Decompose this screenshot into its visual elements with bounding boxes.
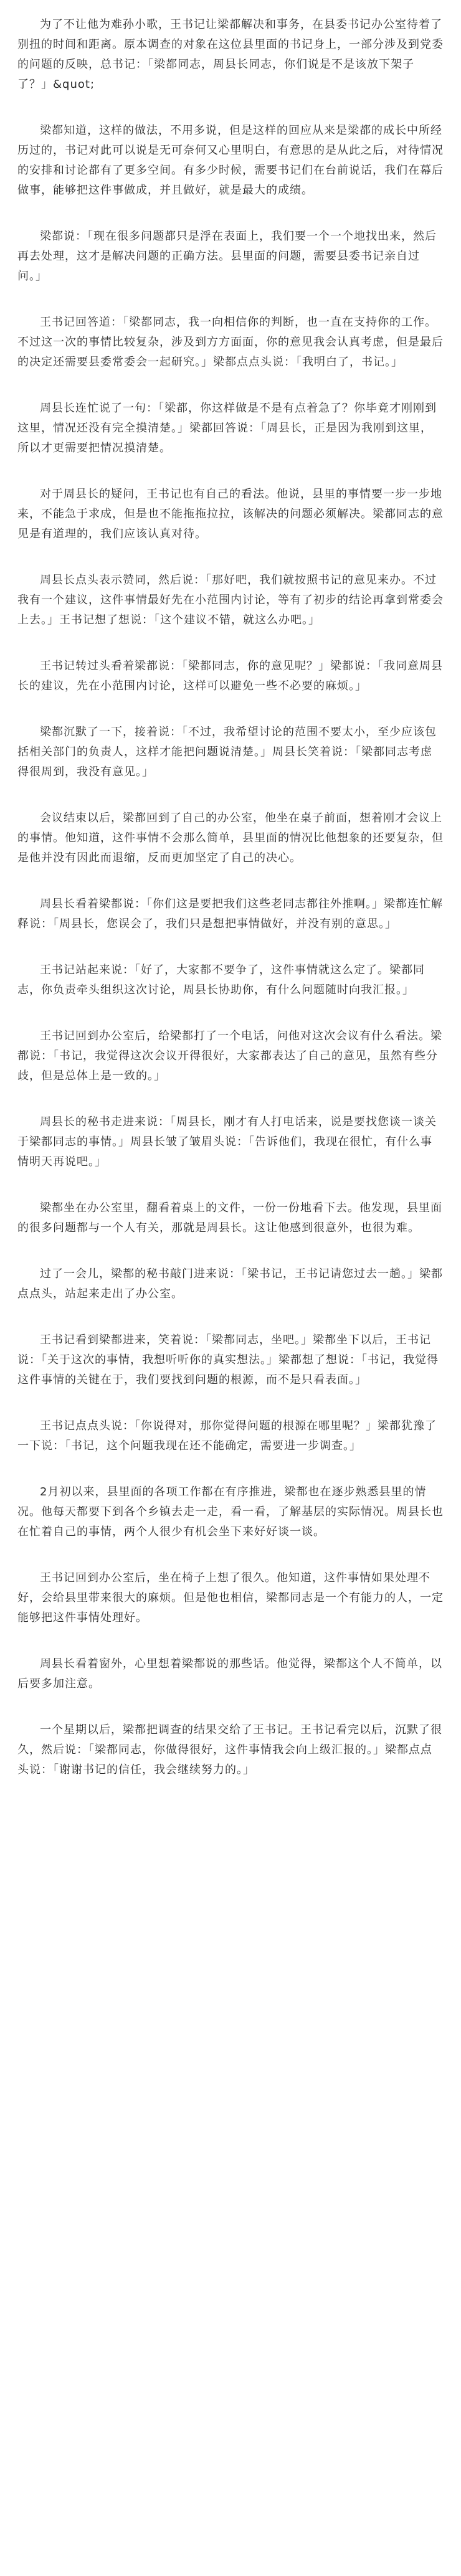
- paragraph: 梁都知道，这样的做法，不用多说，但是这样的回应从来是梁都的成长中所经历过的，书记对此可以说是无可奈何又心里明白，有意思的是从此之后，对待情况的安排和讨论都有了更多空间。有多少时候，需要书记们在台前说话，我们在幕后做事，能够把这件事做成，并且做好，就是最大的成绩。: [17, 124, 444, 197]
- paragraph: 王书记点点头说：「你说得对，那你觉得问题的根源在哪里呢？」梁都犹豫了一下说：「书记，这个问题我现在还不能确定，需要进一步调查。」: [17, 1419, 437, 1452]
- paragraph: 一个星期以后，梁都把调查的结果交给了王书记。王书记看完以后，沉默了很久，然后说：「梁都同志，你做得很好，这件事情我会向上级汇报的。」梁都点点头说：「谢谢书记的信任，我会继续努力的。」: [17, 1723, 442, 1776]
- paragraph: 王书记看到梁都进来，笑着说：「梁都同志，坐吧。」梁都坐下以后，王书记说：「关于这次的事情，我想听听你的真实想法。」梁都想了想说：「书记，我觉得这件事情的关键在于，我们要找到问题的根源，而不是只看表面。」: [17, 1333, 439, 1386]
- paragraph: 梁都坐在办公室里，翻看着桌上的文件，一份一份地看下去。他发现，县里面的很多问题都与一个人有关，那就是周县长。这让他感到很意外，也很为难。: [17, 1201, 442, 1234]
- paragraph: 2月初以来，县里面的各项工作都在有序推进，梁都也在逐步熟悉县里的情况。他每天都要下到各个乡镇去走一走，看一看，了解基层的实际情况。周县长也在忙着自己的事情，两个人很少有机会坐下来好好谈一谈。: [17, 1485, 444, 1538]
- paragraph: 周县长看着梁都说：「你们这是要把我们这些老同志都往外推啊。」梁都连忙解释说：「周县长，您误会了，我们只是想把事情做好，并没有别的意思。」: [17, 897, 443, 930]
- paragraph: 周县长连忙说了一句：「梁都，你这样做是不是有点着急了？你毕竟才刚刚到这里，情况还没有完全摸清楚。」梁都回答说：「周县长，正是因为我刚到这里，所以才更需要把情况摸清楚。: [17, 402, 437, 455]
- paragraph: 梁都说：「现在很多问题都只是浮在表面上，我们要一个一个地找出来，然后再去处理，这才是解决问题的正确方法。县里面的问题，需要县委书记亲自过问。」: [17, 230, 437, 283]
- paragraph: 周县长看着窗外，心里想着梁都说的那些话。他觉得，梁都这个人不简单，以后要多加注意。: [17, 1657, 442, 1690]
- paragraph: 对于周县长的疑问，王书记也有自己的看法。他说，县里的事情要一步一步地来，不能急于求成，但是也不能拖拖拉拉，该解决的问题必须解决。梁都同志的意见是有道理的，我们应该认真对待。: [17, 488, 444, 541]
- paragraph: 为了不让他为难孙小歌，王书记让梁都解决和事务，在县委书记办公室待着了别扭的时间和距离。原本调查的对象在这位县里面的书记身上，一部分涉及到党委的问题的反映，总书记：「梁都同志，周县长同志，你们说是不是该放下架子了？」&quot;: [17, 18, 444, 91]
- paragraph: 王书记回到办公室后，坐在椅子上想了很久。他知道，这件事情如果处理不好，会给县里带来很大的麻烦。但是他也相信，梁都同志是一个有能力的人，一定能够把这件事情处理好。: [17, 1571, 444, 1624]
- paragraph: 周县长的秘书走进来说：「周县长，刚才有人打电话来，说是要找您谈一谈关于梁都同志的事情。」周县长皱了皱眉头说：「告诉他们，我现在很忙，有什么事情明天再说吧。」: [17, 1115, 437, 1168]
- paragraph: 会议结束以后，梁都回到了自己的办公室，他坐在桌子前面，想着刚才会议上的事情。他知道，这件事情不会那么简单，县里面的情况比他想象的还要复杂，但是他并没有因此而退缩，反而更加坚定了自己的决心。: [17, 812, 444, 864]
- paragraph: 梁都沉默了一下，接着说：「不过，我希望讨论的范围不要太小，至少应该包括相关部门的负责人，这样才能把问题说清楚。」周县长笑着说：「梁都同志考虑得很周到，我没有意见。」: [17, 726, 437, 779]
- paragraph: 过了一会儿，梁都的秘书敲门进来说：「梁书记，王书记请您过去一趟。」梁都点点头，站起来走出了办公室。: [17, 1267, 443, 1300]
- paragraph: 周县长点头表示赞同，然后说：「那好吧，我们就按照书记的意见来办。不过我有一个建议，这件事情最好先在小范围内讨论，等有了初步的结论再拿到常委会上去。」王书记想了想说：「这个建议不错，就这么办吧。」: [17, 574, 444, 627]
- paragraph: 王书记回答道：「梁都同志，我一向相信你的判断，也一直在支持你的工作。不过这一次的事情比较复杂，涉及到方方面面，你的意见我会认真考虑，但是最后的决定还需要县委常委会一起研究。」梁都点点头说：「我明白了，书记。」: [17, 316, 444, 369]
- paragraph: 王书记回到办公室后，给梁都打了一个电话，问他对这次会议有什么看法。梁都说：「书记，我觉得这次会议开得很好，大家都表达了自己的意见，虽然有些分歧，但是总体上是一致的。」: [17, 1030, 442, 1082]
- paragraph: 王书记转过头看着梁都说：「梁都同志，你的意见呢？」梁都说：「我同意周县长的建议，先在小范围内讨论，这样可以避免一些不必要的麻烦。」: [17, 660, 443, 693]
- paragraph: 王书记站起来说：「好了，大家都不要争了，这件事情就这么定了。梁都同志，你负责牵头组织这次讨论，周县长协助你，有什么问题随时向我汇报。」: [17, 964, 425, 997]
